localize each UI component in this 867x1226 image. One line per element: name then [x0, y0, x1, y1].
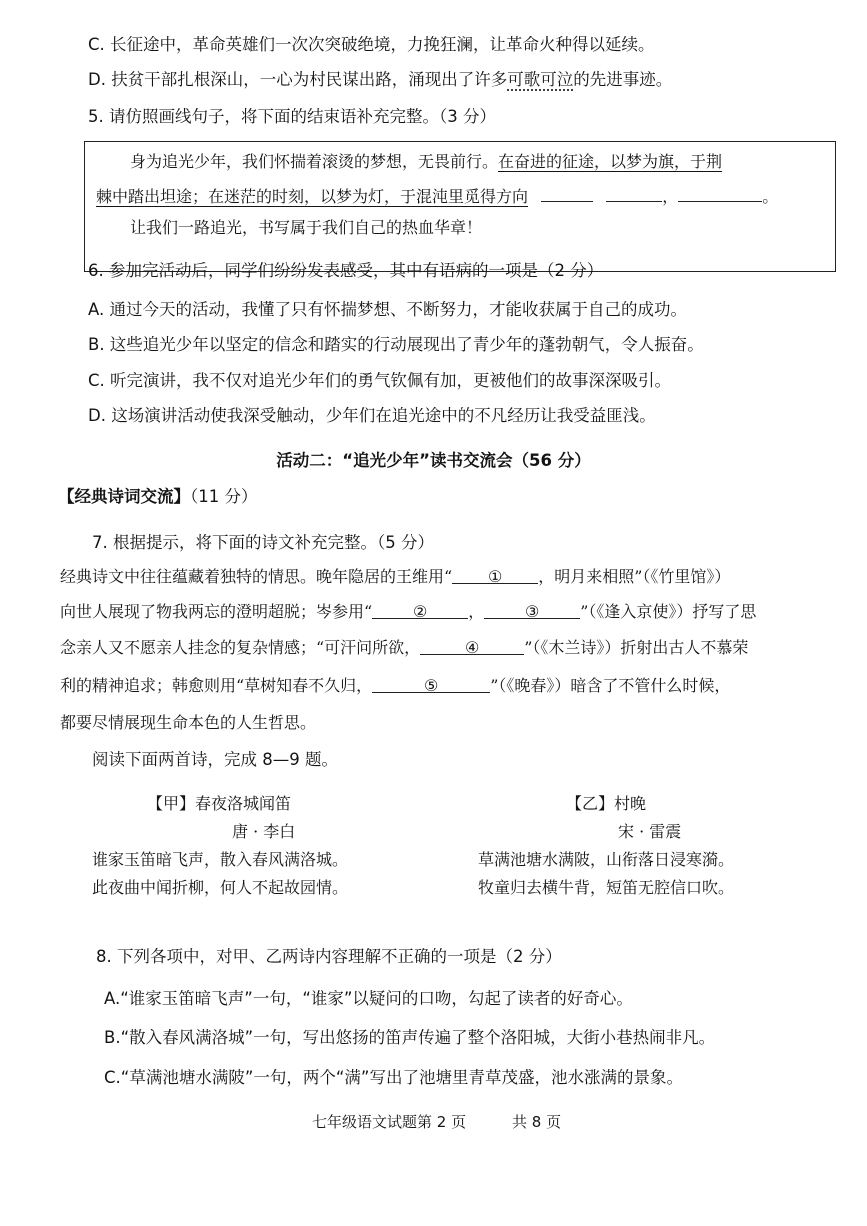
q7-stem: 7. 根据提示，将下面的诗文补充完整。（5 分）	[92, 533, 434, 552]
poem-b-line1: 草满池塘水满陂，山衔落日浸寒漪。	[478, 850, 735, 869]
q7-mark-4: ④	[465, 638, 480, 657]
q8-option-a: A.“谁家玉笛暗飞声”一句，“谁家”以疑问的口吻，勾起了读者的好奇心。	[104, 989, 633, 1008]
q7-blank-2[interactable]	[372, 600, 468, 619]
q7-l4-b: ”（《晚春》）暗含了不管什么时候，	[490, 676, 731, 695]
q4-option-d-dotted: 可歌可泣	[507, 70, 574, 89]
q7-line4	[60, 674, 730, 698]
q5-blank-2[interactable]	[606, 183, 662, 202]
q6-option-b: B. 这些追光少年以坚定的信念和踏实的行动展现出了青少年的蓬勃朝气，令人振奋。	[88, 335, 704, 354]
reading-prompt: 阅读下面两首诗，完成 8—9 题。	[92, 750, 338, 769]
q4-option-d-post: 的先进事迹。	[573, 70, 673, 89]
q5-box-line2	[96, 183, 778, 209]
q5-box-line1-pre: 身为追光少年，我们怀揣着滚烫的梦想，无畏前行。	[130, 152, 499, 171]
activity2-title: 活动二：“追光少年”读书交流会（56 分）	[276, 451, 591, 470]
poem-a-line1: 谁家玉笛暗飞声，散入春风满洛城。	[92, 850, 349, 869]
q5-comma: ，	[662, 187, 679, 206]
q7-blank-5[interactable]	[372, 674, 490, 693]
q7-mark-5: ⑤	[424, 676, 439, 695]
q5-box-line2-underlined: 棘中踏出坦途；在迷茫的时刻，以梦为灯，于混沌里觅得方向	[96, 187, 529, 206]
q6-option-a: A. 通过今天的活动，我懂了只有怀揣梦想、不断努力，才能收获属于自己的成功。	[88, 300, 687, 319]
section-header	[58, 485, 258, 509]
q7-l3-b: ”（《木兰诗》）折射出古人不慕荣	[524, 638, 749, 657]
q5-period: 。	[762, 187, 779, 206]
q4-option-d-pre: D. 扶贫干部扎根深山，一心为村民谋出路，涌现出了许多	[88, 70, 508, 89]
q7-mark-1: ①	[488, 567, 503, 586]
q7-line3	[60, 636, 748, 660]
poem-b-author: 宋 · 雷震	[618, 822, 682, 841]
q8-stem: 8. 下列各项中，对甲、乙两诗内容理解不正确的一项是（2 分）	[96, 947, 562, 966]
q4-option-d	[88, 68, 672, 92]
q7-line5: 都要尽情展现生命本色的人生哲思。	[60, 713, 317, 732]
q7-l3-a: 念亲人又不愿亲人挂念的复杂情感；“可汗问所欲，	[60, 638, 421, 657]
section-title: 【经典诗词交流】	[58, 487, 190, 506]
q6-option-c: C. 听完演讲，我不仅对追光少年们的勇气钦佩有加，更被他们的故事深深吸引。	[88, 371, 672, 390]
poem-a-author: 唐 · 李白	[232, 822, 296, 841]
q7-line2	[60, 600, 756, 624]
q7-blank-3[interactable]	[484, 600, 580, 619]
poem-b-title: 【乙】村晚	[566, 794, 647, 813]
q4-option-c: C. 长征途中，革命英雄们一次次突破绝境，力挽狂澜，让革命火种得以延续。	[88, 35, 655, 54]
q7-line1	[60, 565, 730, 589]
q7-l2-b: ”（《逢入京使》）抒写了思	[580, 602, 757, 621]
footer-page: 七年级语文试题第 2 页	[312, 1113, 467, 1131]
q5-stem: 5. 请仿照画线句子，将下面的结束语补充完整。（3 分）	[88, 107, 496, 126]
poem-b-line2: 牧童归去横牛背，短笛无腔信口吹。	[478, 878, 735, 897]
q5-blank-1[interactable]	[541, 183, 593, 202]
q7-l1-b: ，明月来相照”（《竹里馆》）	[538, 567, 731, 586]
section-score: （11 分）	[190, 487, 258, 506]
q7-l1-a: 经典诗文中往往蕴藏着独特的情思。晚年隐居的王维用“	[60, 567, 453, 586]
poem-a-title: 【甲】春夜洛城闻笛	[147, 794, 292, 813]
footer-total: 共 8 页	[512, 1113, 562, 1131]
q7-blank-4[interactable]	[420, 636, 524, 655]
q5-box-line1-underlined: 在奋进的征途，以梦为旗，于荆	[498, 152, 723, 171]
q7-l2-a: 向世人展现了物我两忘的澄明超脱；岑参用“	[60, 602, 373, 621]
q5-box-line3: 让我们一路追光，书写属于我们自己的热血华章！	[130, 218, 483, 237]
q7-mark-3: ③	[525, 602, 540, 621]
q6-option-d: D. 这场演讲活动使我深受触动，少年们在追光途中的不凡经历让我受益匪浅。	[88, 406, 656, 425]
poem-a-line2: 此夜曲中闻折柳，何人不起故园情。	[92, 878, 349, 897]
q5-blank-3[interactable]	[678, 183, 762, 202]
q7-blank-1[interactable]	[452, 565, 538, 584]
q7-mark-2: ②	[413, 602, 428, 621]
q6-stem: 6. 参加完活动后，同学们纷纷发表感受，其中有语病的一项是（2 分）	[88, 261, 604, 280]
q5-box-line1	[130, 150, 722, 174]
q8-option-c: C.“草满池塘水满陂”一句，两个“满”写出了池塘里青草茂盛，池水涨满的景象。	[104, 1068, 683, 1087]
q7-l2-comma: ，	[468, 602, 485, 621]
q7-l4-a: 利的精神追求；韩愈则用“草树知春不久归，	[60, 676, 373, 695]
q8-option-b: B.“散入春风满洛城”一句，写出悠扬的笛声传遍了整个洛阳城，大街小巷热闹非凡。	[104, 1028, 716, 1047]
